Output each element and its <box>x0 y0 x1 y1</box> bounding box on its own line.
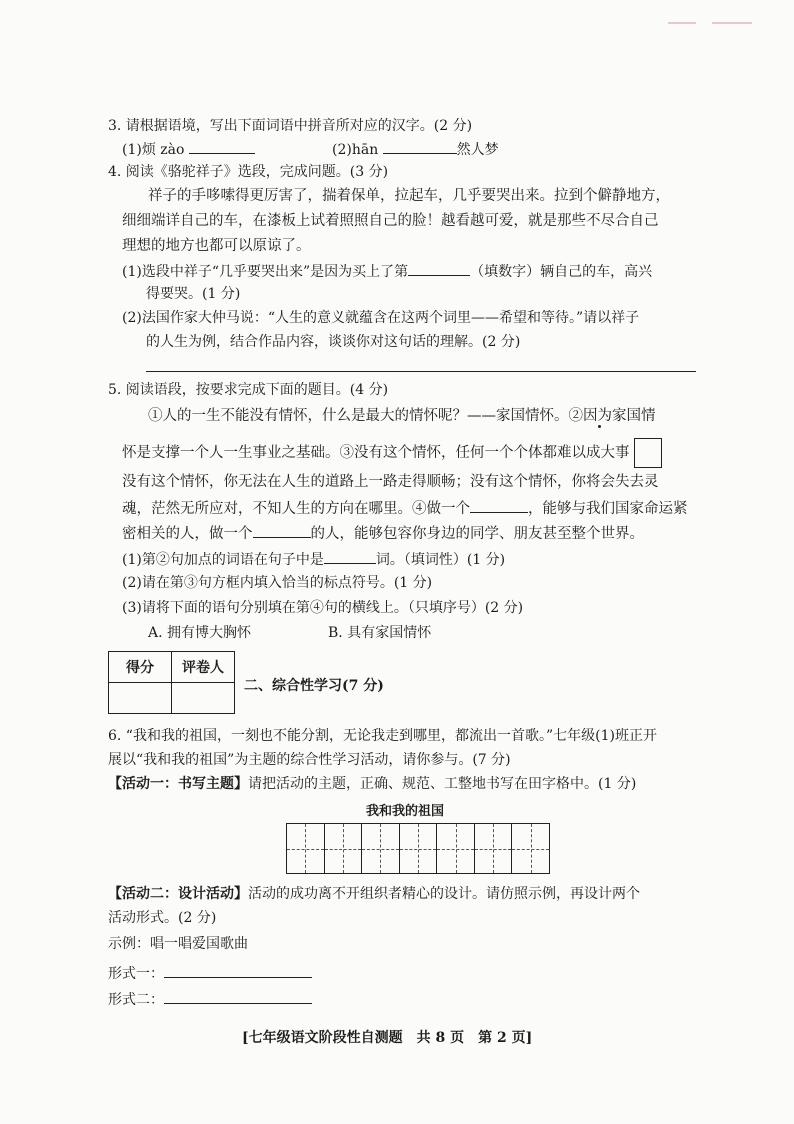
grid-cell[interactable] <box>437 824 475 873</box>
punctuation-box[interactable] <box>634 438 662 468</box>
grid-cell[interactable] <box>362 824 400 873</box>
q4-sub1: (1)选段中祥子“几乎要哭出来”是因为买上了第 （填数字）辆自己的车，高兴 <box>122 260 652 282</box>
q5-sub1-blank[interactable] <box>324 548 376 564</box>
grid-cell[interactable] <box>287 824 325 873</box>
q6-form2: 形式二： <box>108 988 312 1010</box>
q4-passage-line: 祥子的手哆嗦得更厉害了，揣着保单，拉起车，几乎要哭出来。拉到个僻静地方， <box>148 188 670 204</box>
q4-passage-line: 理想的地方也都可以原谅了。 <box>122 238 311 254</box>
score-header: 得分 <box>109 652 172 683</box>
grid-cell[interactable] <box>512 824 549 873</box>
top-mark <box>712 22 752 24</box>
q5-blank-2[interactable] <box>253 522 311 538</box>
q6-line2: 展以“我和我的祖国”为主题的综合性学习活动，请你参与。(7 分) <box>108 752 511 768</box>
q5-sub1: (1)第②句加点的词语在句子中是 词。（填词性）(1 分) <box>122 548 505 570</box>
q3-answer-blank-2[interactable] <box>383 138 457 154</box>
q3-item2: (2)hān 然人梦 <box>332 138 499 160</box>
top-mark <box>668 22 696 24</box>
tianzige-grid[interactable] <box>286 823 550 874</box>
q6-line1: 6. “我和我的祖国，一刻也不能分割，无论我走到哪里，都流出一首歌。”七年级(1)班正开 <box>108 728 657 744</box>
q5-prompt: 5. 阅读语段，按要求完成下面的题目。(4 分) <box>108 382 389 398</box>
q5-passage-line: 密相关的人，做一个 的人，能够包容你身边的同学、朋友甚至整个世界。 <box>122 522 644 544</box>
q4-sub2-line1: (2)法国作家大仲马说：“人生的意义就蕴含在这两个词里——希望和等待。”请以祥子 <box>122 310 640 326</box>
score-cell[interactable] <box>109 683 172 714</box>
q6-form1: 形式一： <box>108 962 312 984</box>
grid-cell[interactable] <box>325 824 363 873</box>
grid-cell[interactable] <box>475 824 513 873</box>
page-footer: [七年级语文阶段性自测题 共 8 页 第 2 页] <box>242 1030 533 1046</box>
q5-sub3: (3)请将下面的语句分别填在第④句的横线上。（只填序号）(2 分) <box>122 600 524 616</box>
grid-cell[interactable] <box>400 824 438 873</box>
q4-passage-line: 细细端详自己的车，在漆板上试着照照自己的脸！越看越可爱，就是那些不尽合自己 <box>122 213 659 229</box>
q4-sub1-blank[interactable] <box>408 260 470 276</box>
q5-option-b: B. 具有家国情怀 <box>328 625 432 641</box>
q5-passage-line: ①人的一生不能没有情怀，什么是最大的情怀呢？——家国情怀。②因为家国情 <box>148 408 656 424</box>
form2-blank[interactable] <box>164 988 312 1004</box>
q5-blank-1[interactable] <box>470 497 528 513</box>
q6-activity2-line2: 活动形式。(2 分) <box>108 910 217 926</box>
q6-example: 示例：唱一唱爱国歌曲 <box>108 936 248 952</box>
section-title: 二、综合性学习(7 分) <box>244 678 384 694</box>
q3-item1: (1)烦 zào <box>122 138 255 160</box>
q5-passage-line: 没有这个情怀，你无法在人生的道路上一路走得顺畅；没有这个情怀，你将会失去灵 <box>122 474 659 490</box>
emphasized-word: 因为 <box>583 408 612 424</box>
grader-header: 评卷人 <box>172 652 235 683</box>
theme-text: 我和我的祖国 <box>366 804 445 819</box>
q4-sub1-line2: 得要哭。(1 分) <box>146 286 241 302</box>
q3-prompt: 3. 请根据语境，写出下面词语中拼音所对应的汉字。(2 分) <box>108 118 473 134</box>
q4-answer-line[interactable] <box>146 371 696 372</box>
q5-passage-line: 魂，茫然无所应对，不知人生的方向在哪里。④做一个 ，能够与我们国家命运紧 <box>122 497 688 519</box>
q6-activity1: 【活动一：书写主题】请把活动的主题，正确、规范、工整地书写在田字格中。(1 分) <box>108 776 637 792</box>
q4-sub2-line2: 的人生为例，结合作品内容，谈谈你对这句话的理解。(2 分) <box>146 334 521 350</box>
q5-option-a: A. 拥有博大胸怀 <box>148 625 252 641</box>
q3-answer-blank-1[interactable] <box>189 138 255 154</box>
q4-prompt: 4. 阅读《骆驼祥子》选段，完成问题。(3 分) <box>108 164 389 180</box>
form1-blank[interactable] <box>164 962 312 978</box>
q5-sub2: (2)请在第③句方框内填入恰当的标点符号。(1 分) <box>122 575 433 591</box>
q5-passage-line: 怀是支撑一个人一生事业之基础。③没有这个情怀，任何一个个体都难以成大事 <box>122 438 662 468</box>
grader-cell[interactable] <box>172 683 235 714</box>
q6-activity2: 【活动二：设计活动】活动的成功离不开组织者精心的设计。请仿照示例，再设计两个 <box>108 886 640 902</box>
score-table <box>108 651 235 714</box>
